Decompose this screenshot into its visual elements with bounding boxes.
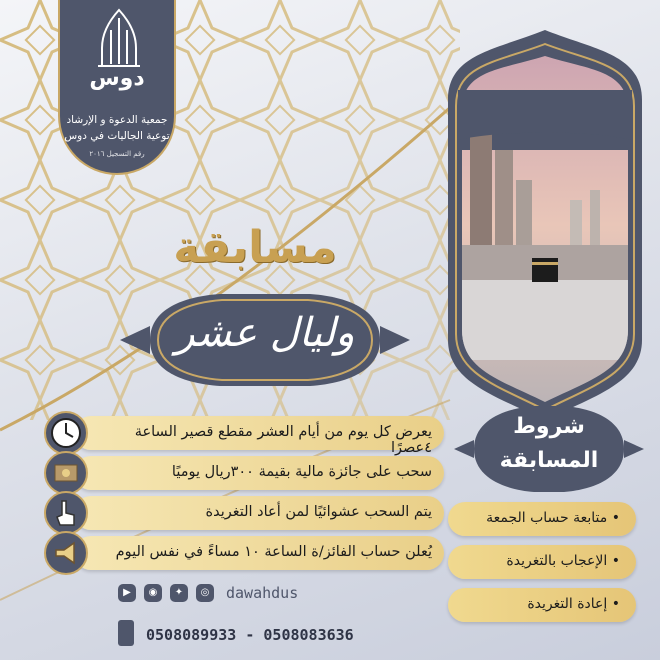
condition-text: • الإعجاب بالتغريدة: [506, 553, 620, 569]
info-text: يعرض كل يوم من أيام العشر مقطع قصير الساعة ٤عصرًا: [134, 424, 432, 456]
mosque-logo-icon: [94, 8, 144, 70]
info-text: يتم السحب عشوائيًا لمن أعاد التغريدة: [205, 504, 432, 520]
registration-number: رقم التسجيل ٢٠١٦: [89, 150, 145, 158]
social-handle[interactable]: dawahdus: [226, 584, 299, 602]
logo-panel: [58, 0, 176, 175]
snapchat-icon[interactable]: ◉: [144, 584, 162, 602]
conditions-title: المسابقة: [499, 448, 599, 473]
info-item: [44, 411, 444, 455]
info-item: [44, 531, 444, 575]
clock-icon: [44, 411, 88, 455]
subtitle: وليال عشر: [175, 310, 355, 356]
info-item: [44, 491, 444, 535]
instagram-icon[interactable]: ◎: [196, 584, 214, 602]
org-subtitle: توعية الجاليات في دوس: [64, 130, 170, 142]
money-icon: [44, 451, 88, 495]
phone-numbers[interactable]: 0508089933 - 0508083636: [146, 626, 354, 644]
page-title: مسابقة: [173, 222, 337, 273]
condition-item: [448, 502, 636, 536]
makkah-photo: [440, 30, 650, 420]
youtube-icon[interactable]: ▶: [118, 584, 136, 602]
condition-text: • متابعة حساب الجمعة: [486, 510, 620, 526]
org-name: جمعية الدعوة و الإرشاد: [66, 114, 168, 126]
info-text: يُعلن حساب الفائز/ة الساعة ١٠ مساءً في نفس اليوم: [115, 544, 432, 560]
info-item: [44, 451, 444, 495]
condition-item: [448, 545, 636, 579]
condition-text: • إعادة التغريدة: [527, 596, 620, 612]
logo-name: دوس: [89, 66, 145, 91]
info-text: سحب على جائزة مالية بقيمة ٣٠٠ريال يوميًا: [171, 464, 432, 480]
hand-pointer-icon: [44, 491, 88, 535]
megaphone-icon: [44, 531, 88, 575]
conditions-title: شروط: [513, 414, 585, 439]
phone-icon: [118, 620, 134, 646]
twitter-icon[interactable]: ✦: [170, 584, 188, 602]
condition-item: [448, 588, 636, 622]
